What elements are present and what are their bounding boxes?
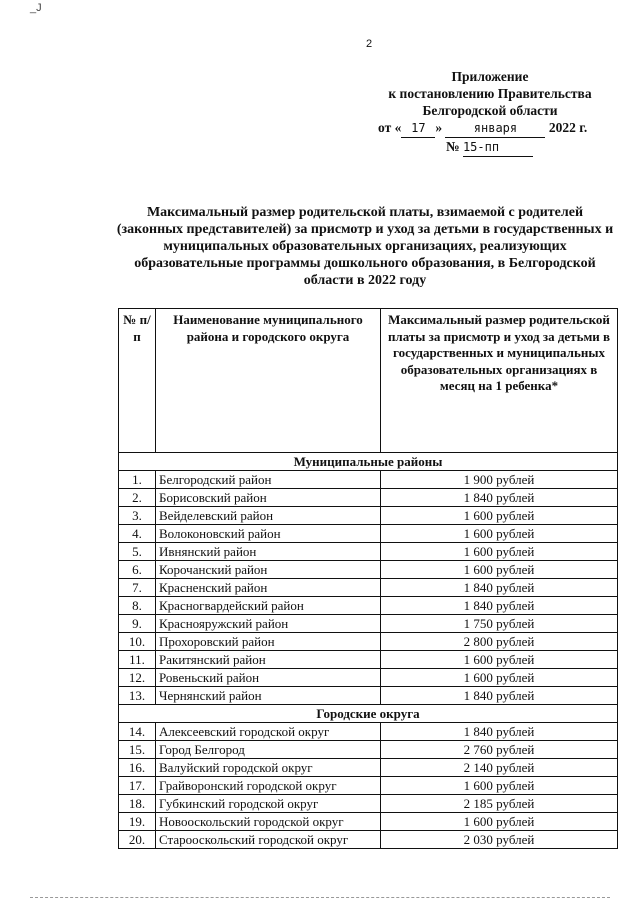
row-name: Чернянский район <box>156 687 381 705</box>
row-number: 20. <box>119 831 156 849</box>
row-number: 15. <box>119 741 156 759</box>
row-fee: 2 140 рублей <box>381 759 618 777</box>
row-fee: 1 840 рублей <box>381 579 618 597</box>
table-row <box>119 759 618 777</box>
row-number: 5. <box>119 543 156 561</box>
row-name: Валуйский городской округ <box>156 759 381 777</box>
corner-mark: _J <box>30 2 42 14</box>
table-row <box>119 561 618 579</box>
row-name: Вейделевский район <box>156 507 381 525</box>
table-row <box>119 525 618 543</box>
table-row <box>119 543 618 561</box>
row-number: 14. <box>119 723 156 741</box>
header-fee: Максимальный размер родительской платы за присмотр и уход за детьми в государственных и муниципальных образовательных организациях в месяц на 1 ребенка* <box>381 309 618 453</box>
row-fee: 1 750 рублей <box>381 615 618 633</box>
row-fee: 1 840 рублей <box>381 687 618 705</box>
appendix-number <box>370 138 610 157</box>
section-title: Городские округа <box>119 705 618 723</box>
table-row <box>119 489 618 507</box>
table-header-row <box>119 309 618 453</box>
number-prefix: № <box>446 139 460 154</box>
row-number: 3. <box>119 507 156 525</box>
row-name: Прохоровский район <box>156 633 381 651</box>
page-number: 2 <box>366 38 373 50</box>
fee-table <box>118 308 618 849</box>
table-row <box>119 777 618 795</box>
row-name: Город Белгород <box>156 741 381 759</box>
document-title: Максимальный размер родительской платы, взимаемой с родителей (законных представителей) за присмотр и уход за детьми в государственных и муниципальных образовательных организациях, реализующих образовательные программы дошкольного образования, в Белгородской области в 2022 году <box>116 205 614 288</box>
appendix-block <box>370 68 610 157</box>
table-row <box>119 723 618 741</box>
date-month: января <box>445 120 545 138</box>
table-row <box>119 615 618 633</box>
row-name: Красненский район <box>156 579 381 597</box>
row-number: 9. <box>119 615 156 633</box>
table-row <box>119 597 618 615</box>
row-number: 11. <box>119 651 156 669</box>
row-name: Губкинский городской округ <box>156 795 381 813</box>
table-row <box>119 687 618 705</box>
row-number: 16. <box>119 759 156 777</box>
row-fee: 2 030 рублей <box>381 831 618 849</box>
row-number: 2. <box>119 489 156 507</box>
row-fee: 2 800 рублей <box>381 633 618 651</box>
row-fee: 1 600 рублей <box>381 813 618 831</box>
row-name: Новооскольский городской округ <box>156 813 381 831</box>
row-number: 6. <box>119 561 156 579</box>
appendix-ref: к постановлению Правительства <box>388 86 592 101</box>
row-name: Грайворонский городской округ <box>156 777 381 795</box>
row-name: Старооскольский городской округ <box>156 831 381 849</box>
table-row <box>119 669 618 687</box>
row-fee: 1 600 рублей <box>381 507 618 525</box>
row-fee: 1 600 рублей <box>381 561 618 579</box>
table-row <box>119 831 618 849</box>
header-name: Наименование муниципального района и городского округа <box>156 309 381 453</box>
row-fee: 1 840 рублей <box>381 597 618 615</box>
row-fee: 1 840 рублей <box>381 489 618 507</box>
table-row <box>119 795 618 813</box>
table-row <box>119 813 618 831</box>
row-fee: 1 900 рублей <box>381 471 618 489</box>
table-body <box>119 453 618 849</box>
table-row <box>119 741 618 759</box>
number-value: 15-пп <box>463 139 533 157</box>
row-name: Борисовский район <box>156 489 381 507</box>
row-fee: 2 185 рублей <box>381 795 618 813</box>
row-name: Ровеньский район <box>156 669 381 687</box>
row-number: 12. <box>119 669 156 687</box>
row-fee: 1 840 рублей <box>381 723 618 741</box>
row-name: Белгородский район <box>156 471 381 489</box>
table-row <box>119 651 618 669</box>
section-row <box>119 453 618 471</box>
row-fee: 1 600 рублей <box>381 651 618 669</box>
date-year: 2022 г. <box>548 120 588 135</box>
row-name: Ракитянский район <box>156 651 381 669</box>
row-number: 19. <box>119 813 156 831</box>
row-number: 8. <box>119 597 156 615</box>
row-name: Алексеевский городской округ <box>156 723 381 741</box>
table-row <box>119 507 618 525</box>
row-number: 13. <box>119 687 156 705</box>
table-row <box>119 471 618 489</box>
bottom-divider <box>30 897 610 898</box>
date-day: 17 <box>401 120 435 138</box>
row-name: Волоконовский район <box>156 525 381 543</box>
appendix-title: Приложение <box>451 69 529 84</box>
section-row <box>119 705 618 723</box>
table-row <box>119 579 618 597</box>
row-fee: 2 760 рублей <box>381 741 618 759</box>
row-number: 4. <box>119 525 156 543</box>
row-fee: 1 600 рублей <box>381 543 618 561</box>
row-name: Краснояружский район <box>156 615 381 633</box>
row-name: Ивнянский район <box>156 543 381 561</box>
row-number: 17. <box>119 777 156 795</box>
row-fee: 1 600 рублей <box>381 777 618 795</box>
row-number: 1. <box>119 471 156 489</box>
appendix-region: Белгородской области <box>422 103 558 118</box>
row-name: Красногвардейский район <box>156 597 381 615</box>
row-fee: 1 600 рублей <box>381 525 618 543</box>
row-name: Корочанский район <box>156 561 381 579</box>
row-fee: 1 600 рублей <box>381 669 618 687</box>
header-num: № п/п <box>119 309 156 453</box>
row-number: 10. <box>119 633 156 651</box>
date-prefix: от « <box>378 120 402 135</box>
appendix-date <box>370 119 610 138</box>
table-row <box>119 633 618 651</box>
section-title: Муниципальные районы <box>119 453 618 471</box>
row-number: 7. <box>119 579 156 597</box>
date-mid: » <box>435 120 443 135</box>
row-number: 18. <box>119 795 156 813</box>
